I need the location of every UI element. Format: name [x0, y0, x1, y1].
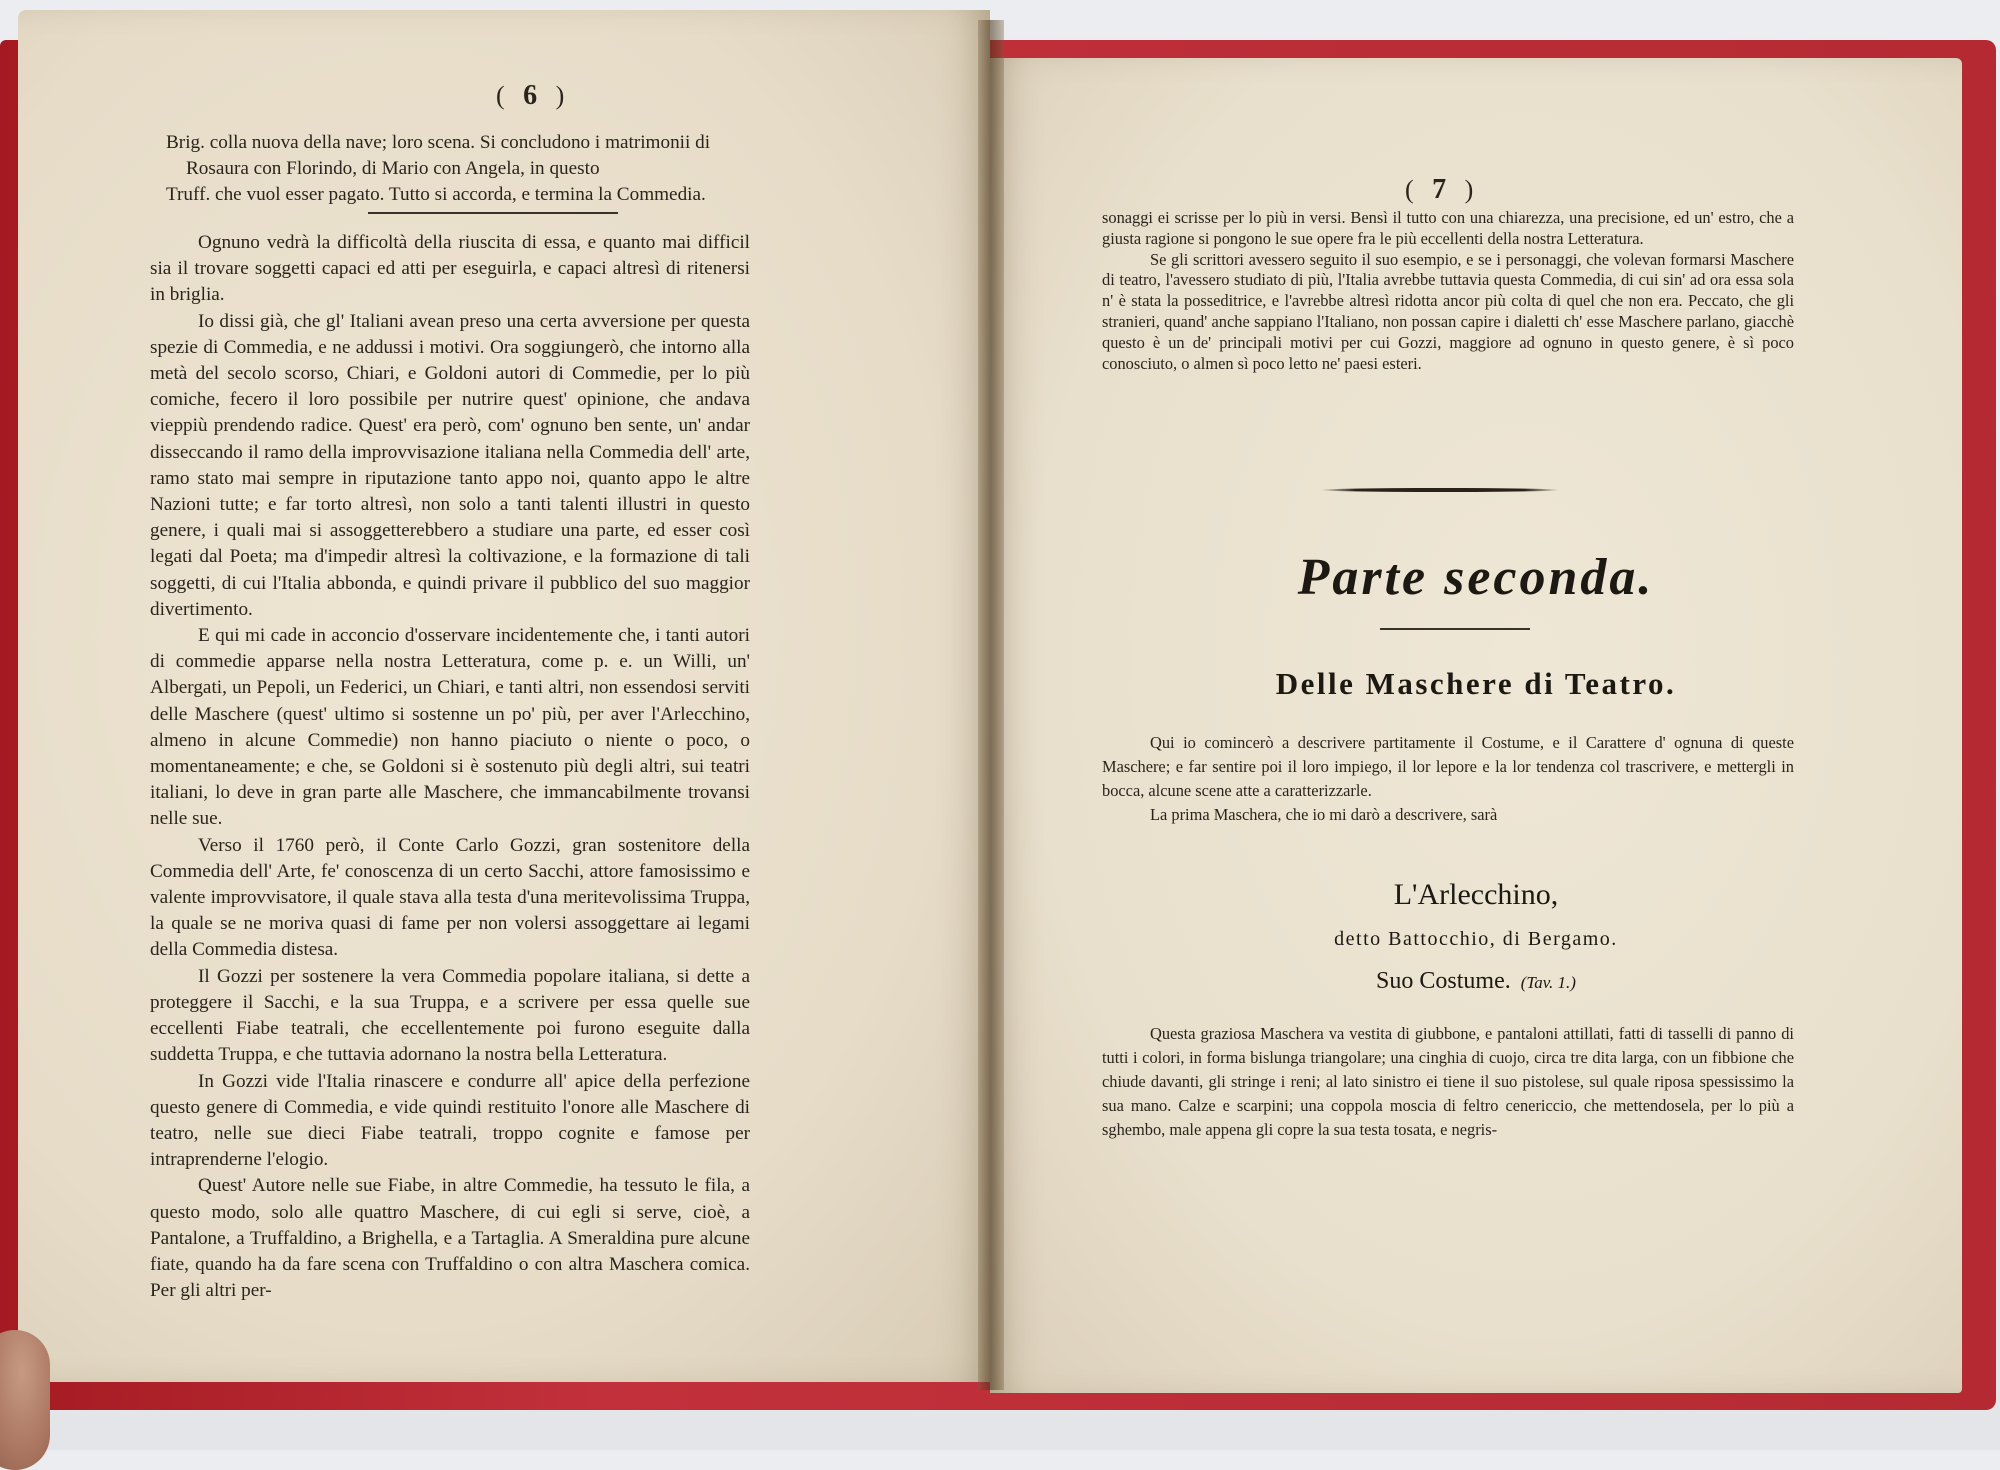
left-continuation: [166, 130, 746, 209]
paragraph: La prima Maschera, che io mi darò a descrivere, sarà: [1150, 805, 1498, 824]
right-top-text: [1102, 208, 1794, 374]
book-gutter: [978, 20, 1004, 1390]
left-body-text: [150, 230, 750, 1304]
paragraph: Ognuno vedrà la difficoltà della riuscita di essa, e quanto mai difficil sia il trovare soggetti capaci ed atti per eseguirla, e capaci altresì di ritenersi in briglia.: [150, 232, 750, 306]
paragraph: Se gli scrittori avessero seguito il suo esempio, e se i personaggi, che volevan formarsi Maschere di teatro, l'avessero studiato di più, l'Italia avrebbe tuttavia questa Commedia, di cui sin' ad ora essa sola n' è stata la posseditrice, e l'avrebbe altresì ridotta ancor più colta di quel che non era. Peccato, che gli stranieri, quand' anche sappiano l'Italiano, non possan capire i dialetti ch' esse Maschere parlano, giacchè questo è un de' principali motivi per cui Gozzi, maggiore ad ognuno in questo genere, è sì poco conosciuto, o almen sì poco letto ne' paesi esteri.: [1102, 249, 1794, 373]
paragraph: Verso il 1760 però, il Conte Carlo Gozzi, gran sostenitore della Commedia dell' Arte, fe' conoscenza di un certo Sacchi, attore famosissimo e valente improvvisatore, il quale stava alla testa d'una meritevolissima Truppa, la quale se ne moriva quasi di fame per non volersi assoggettare ai legami della Commedia distesa.: [150, 834, 750, 961]
paragraph: sonaggi ei scrisse per lo più in versi. Bensì il tutto con una chiarezza, una precisione, ed un' estro, che a giusta ragione si pongono le sue opere fra le più eccellenti della nostra Letteratura.: [1102, 208, 1794, 248]
right-page-number: ( 7 ): [1405, 174, 1480, 205]
right-page: [990, 58, 1962, 1393]
paragraph: Questa graziosa Maschera va vestita di giubbone, e pantaloni attillati, fatti di tasselli di panno di tutti i colori, in forma bislunga triangolare; una cinghia di cuojo, circa tre dita larga, con un fibbione che chiude davanti, gli stringe i reni; al lato sinistro ei tiene il suo pistolese, sul quale riposa spessissimo la sua mano. Calze e scarpini; una coppola moscia di feltro cenericcio, che mettendosela, per lo più a sghembo, male appena gli copre la sua testa tosata, e negris-: [1102, 1024, 1794, 1139]
plate-reference: (Tav. 1.): [1520, 973, 1576, 992]
continuation-line: Truff. che vuol esser pagato. Tutto si accorda, e termina la Commedia.: [166, 184, 706, 206]
left-page-number: ( 6 ): [496, 80, 571, 111]
thumb: [0, 1330, 50, 1470]
character-title: L'Arlecchino,: [1393, 878, 1559, 911]
paragraph: Il Gozzi per sostenere la vera Commedia popolare italiana, si dette a proteggere il Sacchi, e la sua Truppa, e a scrivere per essa quelle sue eccellenti Fiabe teatrali, che eccellentemente poi furono eseguite dalla suddetta Truppa, e che tuttavia adornano la nostra bella Letteratura.: [150, 965, 750, 1066]
part-title-underline: [1380, 628, 1530, 630]
character-subtitle: detto Battocchio, di Bergamo.: [1334, 928, 1618, 950]
paragraph: E qui mi cade in acconcio d'osservare incidentemente che, i tanti autori di commedie apparse nella nostra Letteratura, come p. e. un Willi, un' Albergati, un Pepoli, un Federici, un Chiari, e tanti altri, non essendosi serviti delle Maschere (quest' ultimo si sostenne un po' più, per aver l'Arlecchino, almeno in alcune Commedie) non hanno piaciuto o niente o poco, o momentaneamente; e che, se Goldoni si è sostenuto più degli altri, sui teatri italiani, lo deve in gran parte alle Maschere, che immancabilmente trovansi nelle sue.: [150, 625, 750, 830]
paragraph: Io dissi già, che gl' Italiani avean preso una certa avversione per questa spezie di Commedia, e ne addussi i motivi. Ora soggiungerò, che intorno alla metà del secolo scorso, Chiari, e Goldoni autori di Commedie, per lo più comiche, fecero il loro possibile per nutrire quest' opinione, che andava vieppiù prendendo radice. Quest' era però, com' ognuno ben sente, un' andar disseccando il ramo della improvvisazione italiana nella Commedia dell' arte, ramo stato mai sempre in riputazione tanto appo noi, quanto appo le altre Nazioni tutte; e far torto altresì, non solo a tanti talenti illustri in questo genere, i quali mai si assoggetterebbero a studiare una parte, ed esser così legati dal Poeta; ma d'impedir altresì la coltivazione, e la formazione di tali soggetti, di cui l'Italia abbonda, e quindi privare il pubblico del suo maggior divertimento.: [150, 310, 750, 620]
paragraph: Qui io comincerò a descrivere partitamente il Costume, e il Carattere d' ognuna di queste Maschere; e far sentire poi il loro impiego, il lor lepore e la lor tendenza col trascrivere, e mettergli in bocca, alcune scene atte a caratterizzarle.: [1102, 733, 1794, 800]
section-title: Delle Maschere di Teatro.: [1275, 666, 1677, 701]
ornamental-rule: [1320, 488, 1560, 492]
left-divider-rule: [368, 212, 618, 214]
costume-heading: [990, 968, 1962, 995]
paragraph: Quest' Autore nelle sue Fiabe, in altre Commedie, ha tessuto le fila, a questo modo, solo alle quattro Maschere, di cui egli si serve, cioè, a Pantalone, a Truffaldino, a Brighella, e a Tartaglia. A Smeraldina pure alcune fiate, quando ha da fare scena con Truffaldino o con altra Maschera comica. Per gli altri per-: [150, 1175, 750, 1302]
part-title: Parte seconda.: [1297, 549, 1655, 606]
right-intro-text: [1102, 731, 1794, 827]
continuation-line: Rosaura con Florindo, di Mario con Angela, in questo: [186, 158, 600, 180]
costume-text: [1102, 1022, 1794, 1142]
costume-heading-text: Suo Costume.: [1376, 968, 1511, 994]
paragraph: In Gozzi vide l'Italia rinascere e condurre all' apice della perfezione questo genere di Commedia, e vide quindi restituito l'onore alle Maschere di teatro, nelle sue dieci Fiabe teatrali, troppo cognite e famose per intraprenderne l'elogio.: [150, 1070, 750, 1171]
left-page: [18, 10, 990, 1382]
continuation-line: Brig. colla nuova della nave; loro scena. Si concludono i matrimonii di: [166, 132, 711, 153]
